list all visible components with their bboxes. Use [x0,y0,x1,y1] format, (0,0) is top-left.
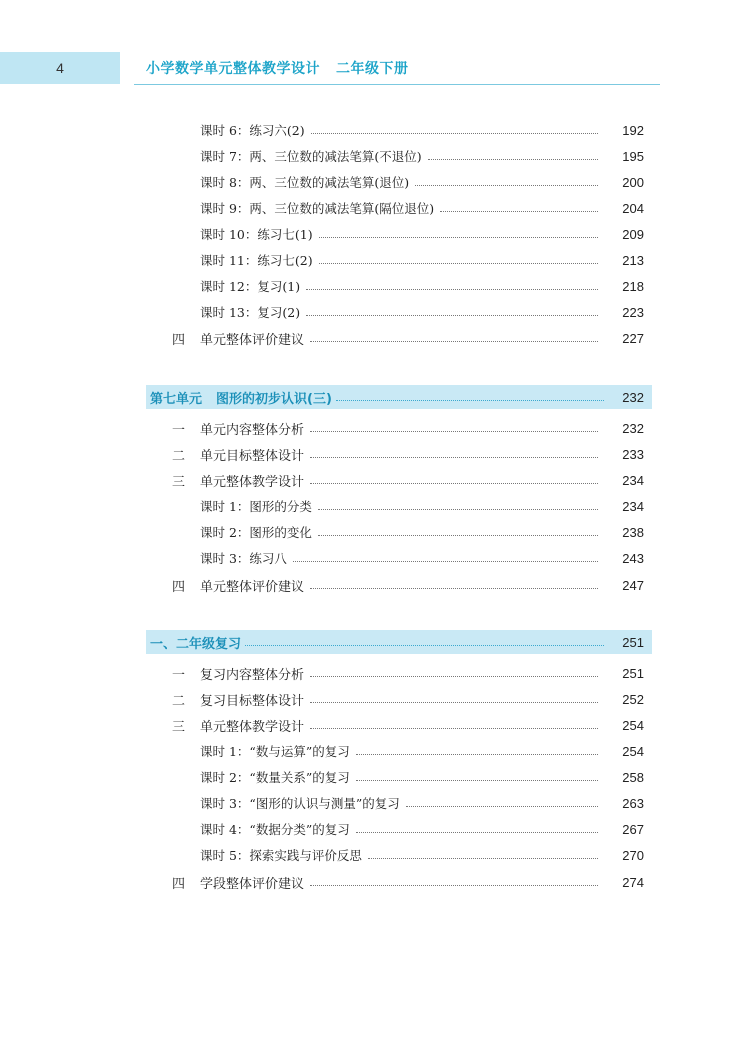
toc-lesson-entry[interactable]: 课时 3：“图形的认识与测量”的复习 263 [200,795,644,811]
leader-dots [310,885,598,886]
toc-section-entry[interactable]: 三 单元整体教学设计 234 [172,472,644,490]
toc-lesson-entry[interactable]: 课时 2：图形的变化 238 [200,524,644,540]
toc-unit-heading[interactable]: 第七单元 图形的初步认识(三) 232 [146,385,652,409]
leader-dots [310,728,598,729]
toc-lesson-entry[interactable]: 课时 13：复习(2) 223 [200,304,644,320]
leader-dots [310,676,598,677]
book-title: 小学数学单元整体教学设计 [146,61,320,77]
header-divider [134,84,660,85]
leader-dots [310,588,598,589]
leader-dots [356,832,598,833]
leader-dots [310,431,598,432]
leader-dots [306,289,598,290]
leader-dots [293,561,598,562]
leader-dots [356,754,598,755]
toc-lesson-entry[interactable]: 课时 3：练习八 243 [200,550,644,566]
running-header [146,58,409,78]
leader-dots [415,185,598,186]
toc-section-entry[interactable]: 二 单元目标整体设计 233 [172,446,644,464]
toc-lesson-entry[interactable]: 课时 6：练习六(2) 192 [200,122,644,138]
toc-section-entry[interactable]: 一 单元内容整体分析 232 [172,420,644,438]
toc-lesson-entry[interactable]: 课时 4：“数据分类”的复习 267 [200,821,644,837]
toc-lesson-entry[interactable]: 课时 10：练习七(1) 209 [200,226,644,242]
page-number: 4 [56,60,64,76]
leader-dots [319,237,598,238]
leader-dots [319,263,598,264]
leader-dots [306,315,598,316]
page-number-tab [0,52,120,84]
leader-dots [318,509,598,510]
toc-lesson-entry[interactable]: 课时 7：两、三位数的减法笔算(不退位) 195 [200,148,644,164]
toc-section-entry[interactable]: 一 复习内容整体分析 251 [172,665,644,683]
toc-lesson-entry[interactable]: 课时 9：两、三位数的减法笔算(隔位退位) 204 [200,200,644,216]
leader-dots [440,211,598,212]
leader-dots [356,780,598,781]
toc-section-entry[interactable]: 三 单元整体教学设计 254 [172,717,644,735]
toc-lesson-entry[interactable]: 课时 11：练习七(2) 213 [200,252,644,268]
toc-lesson-entry[interactable]: 课时 1：“数与运算”的复习 254 [200,743,644,759]
leader-dots [310,341,598,342]
toc-lesson-entry[interactable]: 课时 5：探索实践与评价反思 270 [200,847,644,863]
leader-dots [310,483,598,484]
leader-dots [368,858,598,859]
toc-lesson-entry[interactable]: 课时 12：复习(1) 218 [200,278,644,294]
leader-dots [310,702,598,703]
volume-title: 二年级下册 [336,61,409,77]
toc-lesson-entry[interactable]: 课时 1：图形的分类 234 [200,498,644,514]
toc-lesson-entry[interactable]: 课时 8：两、三位数的减法笔算(退位) 200 [200,174,644,190]
toc-section-entry[interactable]: 四 单元整体评价建议 247 [172,577,644,595]
toc-lesson-entry[interactable]: 课时 2：“数量关系”的复习 258 [200,769,644,785]
leader-dots [318,535,598,536]
leader-dots [336,400,604,401]
leader-dots [310,457,598,458]
leader-dots [245,645,604,646]
toc-section-entry[interactable]: 二 复习目标整体设计 252 [172,691,644,709]
leader-dots [428,159,598,160]
toc-section-entry[interactable]: 四 单元整体评价建议 227 [172,330,644,348]
toc-section-entry[interactable]: 四 学段整体评价建议 274 [172,874,644,892]
leader-dots [406,806,598,807]
toc-unit-heading[interactable]: 一、二年级复习 251 [146,630,652,654]
leader-dots [311,133,598,134]
